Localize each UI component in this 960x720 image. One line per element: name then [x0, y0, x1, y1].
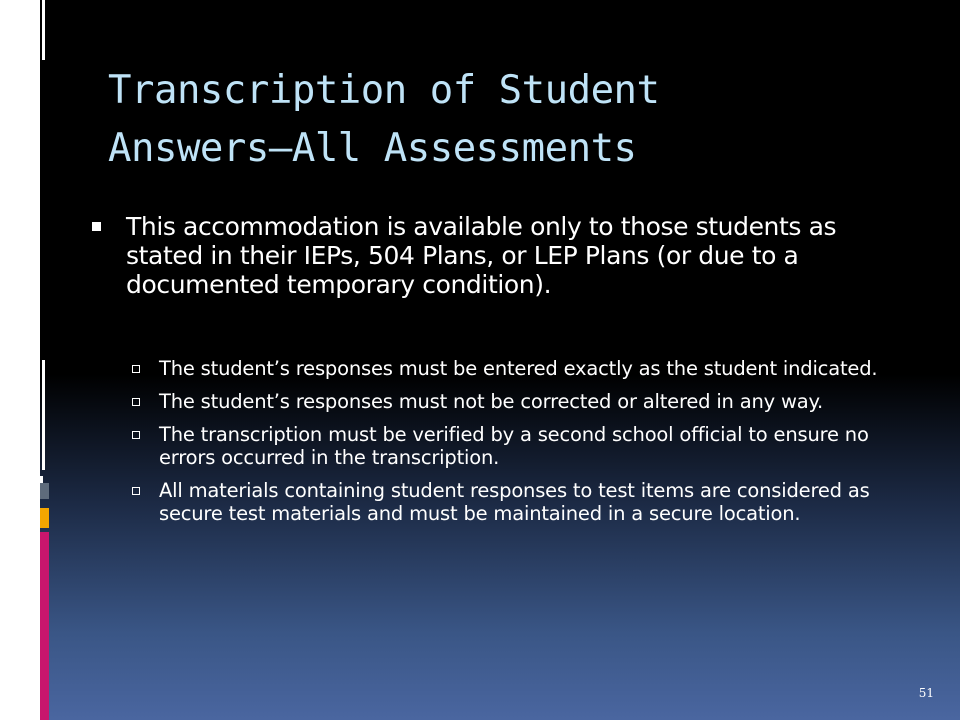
- sub-bullet: [130, 357, 890, 380]
- deco-magenta-bar: [40, 532, 49, 720]
- deco-white-line-2: [42, 360, 45, 470]
- page-number: 51: [918, 686, 934, 700]
- sub-bullet: [130, 423, 890, 469]
- sub-bullet-text: The student’s responses must not be corrected or altered in any way.: [159, 390, 824, 413]
- slide-content: [90, 212, 890, 535]
- sub-bullet: [130, 479, 890, 525]
- left-margin: [0, 0, 40, 720]
- sub-bullet-text: All materials containing student responses to test items are considered as secure test materials and must be maintained in a secure location.: [159, 479, 870, 525]
- slide-title-line-1: Transcription of Student: [108, 68, 660, 113]
- main-bullet-text: This accommodation is available only to those students as stated in their IEPs, 504 Plans, or LEP Plans (or due to a documented temporary condition).: [126, 212, 837, 299]
- sub-bullet-text: The student’s responses must be entered exactly as the student indicated.: [159, 357, 878, 380]
- square-bullet-icon: [92, 222, 101, 231]
- deco-white-line-1: [42, 0, 45, 60]
- hollow-square-bullet-icon: [132, 431, 140, 439]
- sub-bullet: [130, 390, 890, 413]
- main-bullet: [90, 212, 890, 299]
- slide-title: [108, 62, 908, 178]
- hollow-square-bullet-icon: [132, 487, 140, 495]
- slide: [40, 0, 960, 720]
- deco-gray-block: [40, 483, 49, 499]
- sub-bullet-list: [90, 357, 890, 525]
- hollow-square-bullet-icon: [132, 398, 140, 406]
- deco-orange-block: [40, 508, 49, 528]
- hollow-square-bullet-icon: [132, 365, 140, 373]
- slide-title-line-2: Answers—All Assessments: [108, 126, 637, 171]
- sub-bullet-text: The transcription must be verified by a second school official to ensure no errors occurred in the transcription.: [159, 423, 869, 469]
